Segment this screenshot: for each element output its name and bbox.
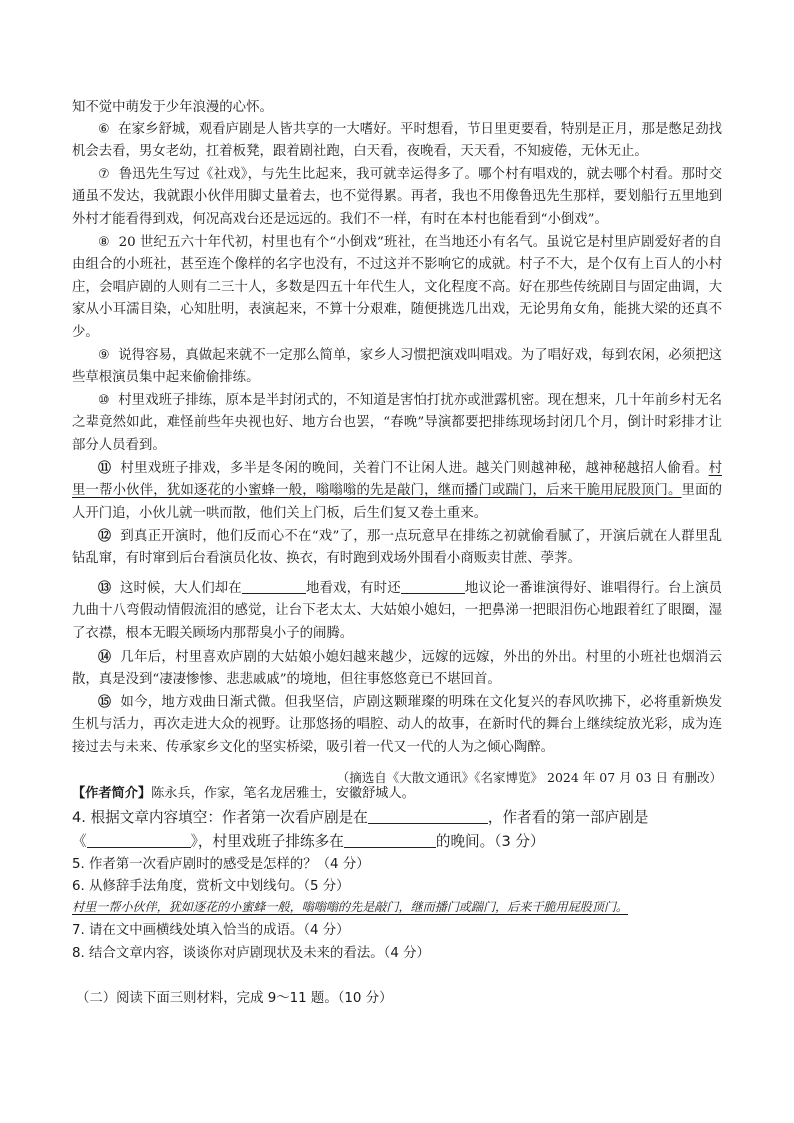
paragraph-text: 里面的人开门追，小伙儿就一哄而散，他们关上门板，后生们复又卷土重来。: [72, 483, 723, 521]
paragraph-number: ⑬: [98, 581, 112, 596]
paragraph-number: ⑩: [98, 393, 110, 408]
section-2-heading: （二）阅读下面三则材料，完成 9～11 题。（10 分）: [76, 991, 393, 1006]
paragraph-number: ⑥: [98, 122, 110, 137]
question-6: 6. 从修辞手法角度，赏析文中划线句。（5 分）: [72, 879, 350, 894]
article-paragraph-intro: 知不觉中萌发于少年浪漫的心怀。: [72, 100, 273, 115]
question-7: 7. 请在文中画横线处填入恰当的成语。（4 分）: [72, 923, 350, 938]
paragraph-text: 到真正开演时，他们反而心不在“戏”了，那一点玩意早在排练之初就偷看腻了，开演后就在人群里乱钻乱窜，有时窜到后台看演员化妆、换衣，有时跑到戏场外围看小商贩卖甘蔗、荸荠。: [72, 529, 722, 567]
paragraph-text: 地看戏，有时还: [305, 581, 401, 596]
answer-blank-first-opera[interactable]: [87, 833, 191, 848]
question-4-text: 4. 根据文章内容填空：作者第一次看庐剧是在: [72, 809, 368, 826]
question-4-text: ，作者看的第一部庐剧是: [487, 809, 649, 826]
article-paragraph-14: [72, 647, 722, 692]
question-4-text: 》，村里戏班子排练多在: [190, 833, 344, 850]
article-paragraph-9: [72, 345, 722, 390]
paragraph-number: ⑧: [98, 235, 110, 250]
answer-blank-first-viewing[interactable]: [368, 809, 488, 824]
article-paragraph-12: [72, 526, 722, 571]
article-paragraph-8: [72, 232, 722, 344]
paragraph-text: 地议论一番谁演得好、谁唱得行。台上演员九曲十八弯假动情假流泪的感觉，让台下老太太、大姑娘小媳妇，一把鼻涕一把眼泪伤心地跟着红了眼圈，湿了衣襟，根本无暇关顾场内那帮臭小子的闹腾。: [72, 581, 723, 641]
author-bio: [72, 785, 415, 803]
paragraph-text: 在家乡舒城，观看庐剧是人皆共享的一大嗜好。平时想看，节日里更要看，特别是正月，那是憋足劲找机会去看，男女老幼，扛着板凳，跟着剧社跑，白天看，夜晚看，天天看，不知疲倦，无休无止。: [72, 122, 723, 160]
question-4-text: 的晚间。（3 分）: [435, 833, 545, 850]
paragraph-text: 如今，地方戏曲日渐式微。但我坚信，庐剧这颗璀璨的明珠在文化复兴的春风吹拂下，必将重新焕发生机与活力，再次走进大众的视野。让那悠扬的唱腔、动人的故事，在新时代的舞台上继续绽放光彩，成为连接过去与未来、传承家乡文化的坚实桥梁，吸引着一代又一代的人为之倾心陶醉。: [72, 695, 722, 755]
article-paragraph-10: [72, 390, 722, 457]
article-paragraph-13: [72, 578, 722, 645]
question-4: [72, 806, 732, 854]
article-paragraph-11: [72, 458, 722, 525]
paragraph-text: 这时候，大人们却在: [119, 581, 242, 596]
idiom-blank-2[interactable]: [401, 579, 465, 594]
paragraph-text: 说得容易，真做起来就不一定那么简单，家乡人习惯把演戏叫唱戏。为了唱好戏，每到农闲，必须把这些草根演员集中起来偷偷排练。: [72, 348, 723, 386]
paragraph-number: ⑪: [98, 461, 112, 476]
underlined-sentence: 村里一帮小伙伴，犹如逐花的小蜜蜂一般，嗡嗡嗡的先是敲门，继而播门或踹门，后来干脆用屁股顶门。: [72, 461, 722, 499]
question-6-quoted-sentence: 村里一帮小伙伴，犹如逐花的小蜜蜂一般，嗡嗡嗡的先是敲门，继而播门或踹门，后来干脆用屁股顶门。: [72, 900, 629, 914]
article-paragraph-15: [72, 692, 722, 759]
paragraph-number: ⑦: [98, 167, 110, 182]
answer-blank-rehearsal-time[interactable]: [344, 833, 436, 848]
paragraph-number: ⑮: [98, 695, 112, 710]
paragraph-number: ⑭: [98, 650, 112, 665]
paragraph-text: 几年后，村里喜欢庐剧的大姑娘小媳妇越来越少，远嫁的远嫁，外出的外出。村里的小班社也烟消云散，真是没到“凄凄惨惨、悲悲戚戚”的境地，但往事悠悠竟已不堪回首。: [72, 650, 722, 688]
paragraph-text: 村里戏班子排练，原本是半封闭式的，不知道是害怕打扰亦或泄露机密。现在想来，几十年前乡村无名之辈竟然如此，难怪前些年央视也好、地方台也罢，“春晚”导演都要把排练现场封闭几个月，倒计时彩排才让部分人员看到。: [72, 393, 723, 453]
paragraph-number: ⑫: [98, 529, 112, 544]
article-paragraph-7: [72, 164, 722, 231]
paragraph-text: 村里戏班子排戏，多半是冬闲的晚间，关着门不让闲人进。越关门则越神秘，越神秘越招人偷看。: [120, 461, 709, 476]
question-4-text: 《: [72, 833, 87, 850]
paragraph-number: ⑨: [98, 348, 110, 363]
article-source: （摘选自《大散文通讯》《名家博览》 2024 年 07 月 03 日 有删改）: [336, 770, 722, 785]
idiom-blank-1[interactable]: [242, 579, 306, 594]
article-paragraph-6: [72, 119, 722, 164]
author-bio-label: 【作者简介】: [72, 786, 152, 801]
question-8: 8. 结合文章内容，谈谈你对庐剧现状及未来的看法。（4 分）: [72, 946, 430, 961]
paragraph-text: 鲁迅先生写过《社戏》，与先生比起来，我可就幸运得多了。哪个村有唱戏的，就去哪个村看。那时交通虽不发达，我就跟小伙伴用脚丈量着去，也不觉得累。再者，我也不用像鲁迅先生那样，要划船行五里地到外村才能看得到戏，何况高戏台还是远远的。我们不一样，有时在本村也能看到“小倒戏”。: [72, 167, 723, 227]
author-bio-text: 陈永兵，作家，笔名龙居雅士，安徽舒城人。: [151, 786, 415, 801]
question-5: 5. 作者第一次看庐剧时的感受是怎样的？（4 分）: [72, 857, 370, 872]
paragraph-text: 20 世纪五六十年代初，村里也有个“小倒戏”班社，在当地还小有名气。虽说它是村里庐剧爱好者的自由组合的小班社，甚至连个像样的名字也没有，不过这并不影响它的成就。村子不大，是个仅有上百人的小村庄，会唱庐剧的人则有二三十人，多数是四五十年代生人，文化程度不高。好在那些传统剧目与固定曲调，大家从小耳濡目染，心知肚明，表演起来，不算十分艰难，随便挑选几出戏，无论男角女角，能挑大梁的还真不少。: [72, 235, 723, 340]
